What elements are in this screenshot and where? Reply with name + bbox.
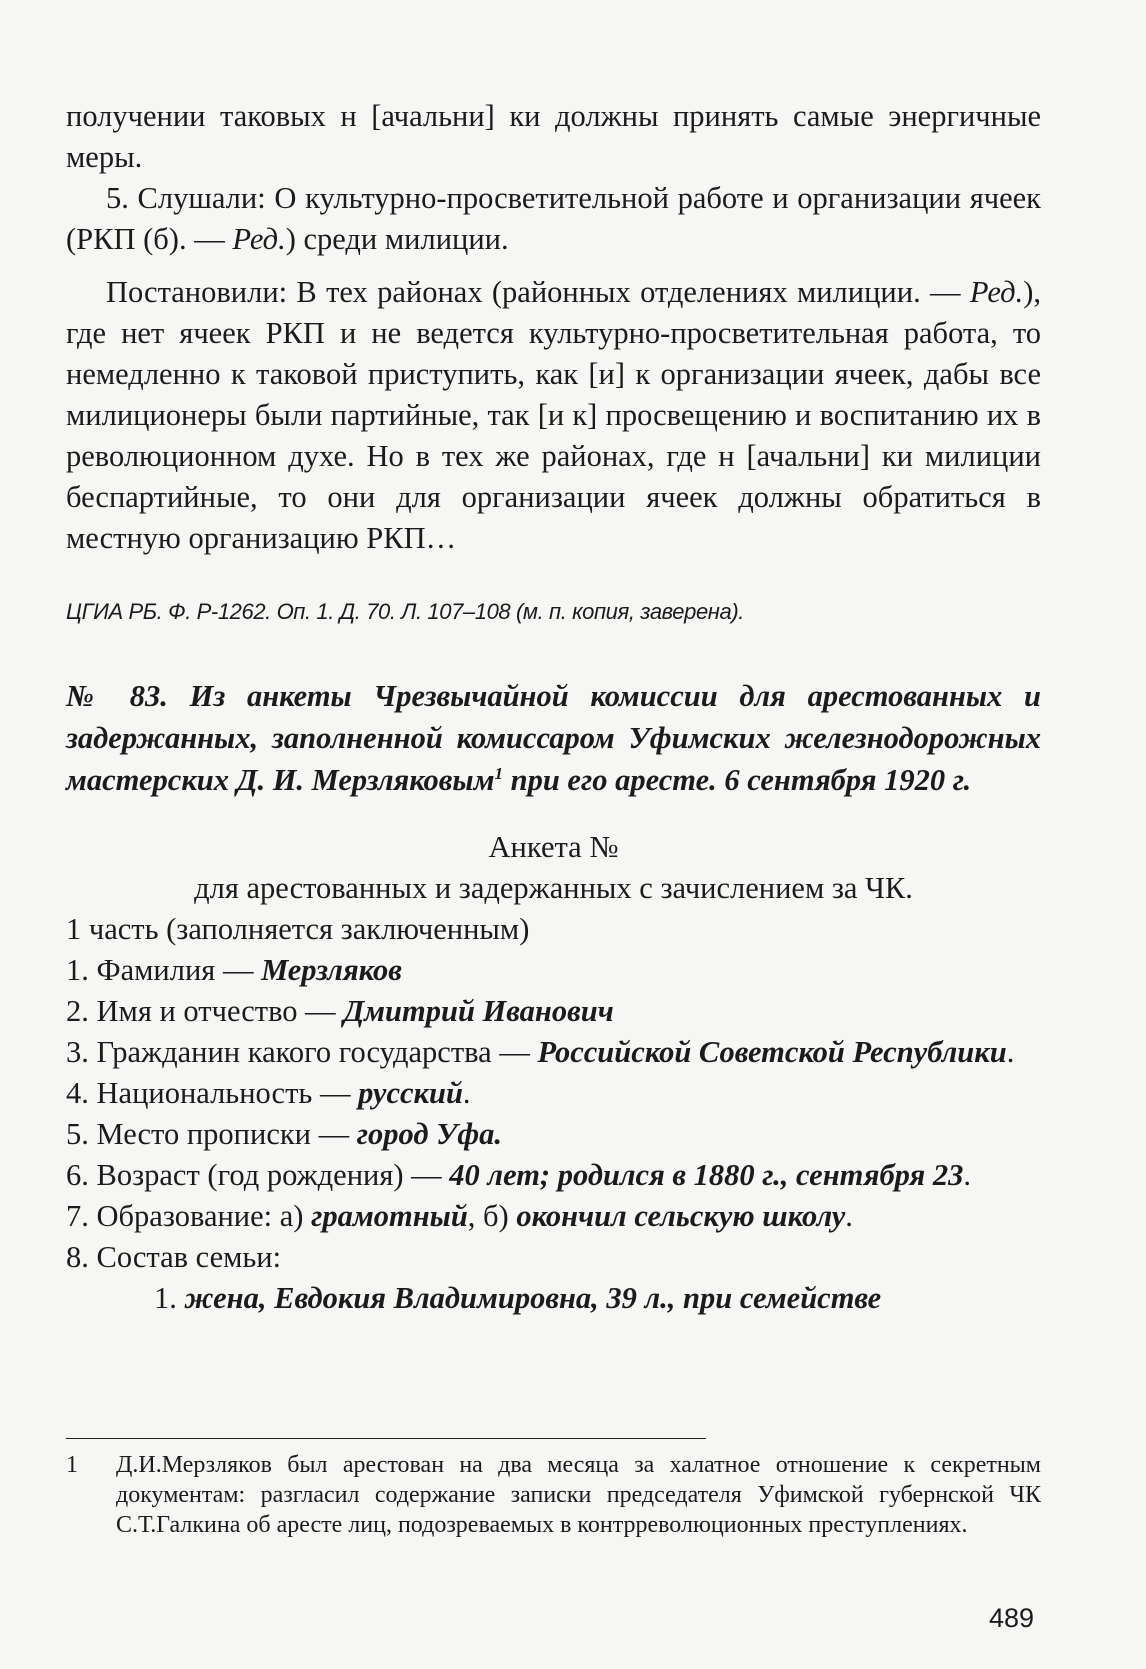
- field-nationality-value: русский: [358, 1076, 463, 1110]
- field-citizenship-label: 3. Гражданин какого государства —: [66, 1035, 538, 1069]
- field-education-value-a: грамотный: [311, 1199, 468, 1233]
- field-residence-label: 5. Место прописки —: [66, 1117, 357, 1151]
- resolution-text-b: ), где нет ячеек РКП и не ведется культурно-просветительная работа, то немедленно к таковой приступить, как [и] к организации ячеек, дабы все милиционеры были партийные, так [и к] просвещению и воспитанию их в революционном духе. Но в тех же районах, где н [ачальни] ки милиции беспартийные, то они для организации ячеек должны обратиться в местную организацию РКП…: [66, 275, 1041, 555]
- field-residence-value: город Уфа.: [356, 1117, 503, 1151]
- field-education: [66, 1196, 1041, 1237]
- item-5-text-b: ) среди милиции.: [285, 222, 509, 256]
- field-name: [66, 991, 1041, 1032]
- field-education-end: .: [845, 1199, 853, 1233]
- field-citizenship-end: .: [1006, 1035, 1015, 1069]
- footnote-number: 1: [66, 1452, 78, 1478]
- anketa-title: Анкета №: [488, 830, 619, 864]
- footnote-divider: [66, 1438, 706, 1439]
- field-education-label: 7. Образование: а): [66, 1199, 312, 1233]
- field-nationality: [66, 1073, 1041, 1114]
- anketa-subtitle: для арестованных и задержанных с зачислением за ЧК.: [194, 871, 913, 905]
- field-age-label: 6. Возраст (год рождения) —: [66, 1158, 450, 1192]
- item-5-red: Ред.: [232, 222, 286, 256]
- field-name-value: Дмитрий Иванович: [343, 994, 614, 1028]
- field-education-value-b: окончил сельскую школу: [516, 1199, 846, 1233]
- field-nationality-end: .: [462, 1076, 471, 1110]
- resolution-paragraph: [66, 272, 1041, 559]
- field-nationality-label: 4. Национальность —: [66, 1076, 359, 1110]
- footnote-ref: 1: [494, 763, 503, 783]
- field-citizenship: [66, 1032, 1041, 1073]
- part-1-label: 1 часть (заполняется заключенным): [66, 912, 530, 946]
- page-body: [66, 96, 1041, 1319]
- field-age-value: 40 лет; родился в 1880 г., сентября 23: [449, 1158, 964, 1192]
- field-surname: [66, 950, 1041, 991]
- field-surname-value: Мерзляков: [261, 953, 402, 987]
- heading-text-a: № 83. Из анкеты Чрезвычайной комиссии для арестованных и задержанных, заполненной комиссаром Уфимских железнодорожных мастерских Д. И. Мерзляковым: [66, 679, 1041, 797]
- heading-text-b: при его аресте. 6 сентября 1920 г.: [503, 763, 972, 797]
- document-heading: [66, 675, 1041, 801]
- field-surname-label: 1. Фамилия —: [66, 953, 262, 987]
- field-citizenship-value: Российской Советской Республики: [537, 1035, 1007, 1069]
- page-number: 489: [988, 1603, 1034, 1633]
- resolution-text-a: Постановили: В тех районах (районных отделениях милиции. —: [106, 275, 970, 309]
- item-5-text-a: 5. Слушали: О культурно-просветительной работе и организации ячеек (РКП (б). —: [66, 181, 1041, 256]
- field-age-end: .: [963, 1158, 971, 1192]
- footnote-text: Д.И.Мерзляков был арестован на два месяца за халатное отношение к секретным документам: разгласил содержание записки председателя Уфимской губернской ЧК С.Т.Галкина об аресте лиц, подозреваемых в контрреволюционных преступлениях.: [116, 1452, 1041, 1538]
- field-family-item-1: [66, 1278, 1041, 1319]
- archive-source: ЦГИА РБ. Ф. Р-1262. Оп. 1. Д. 70. Л. 107–108 (м. п. копия, заверена).: [66, 599, 744, 624]
- item-5-paragraph: [66, 178, 1041, 260]
- field-family-item-1-value: жена, Евдокия Владимировна, 39 л., при семействе: [184, 1281, 882, 1315]
- field-family: 8. Состав семьи:: [66, 1240, 282, 1274]
- footnote: [66, 1450, 1041, 1540]
- field-residence: [66, 1114, 1041, 1155]
- intro-paragraph: получении таковых н [ачальни] ки должны принять самые энергичные меры.: [66, 99, 1041, 174]
- resolution-red: Ред.: [969, 275, 1024, 309]
- field-age: [66, 1155, 1041, 1196]
- field-family-item-1-num: 1.: [154, 1281, 185, 1315]
- field-education-mid: , б): [467, 1199, 517, 1233]
- field-name-label: 2. Имя и отчество —: [66, 994, 344, 1028]
